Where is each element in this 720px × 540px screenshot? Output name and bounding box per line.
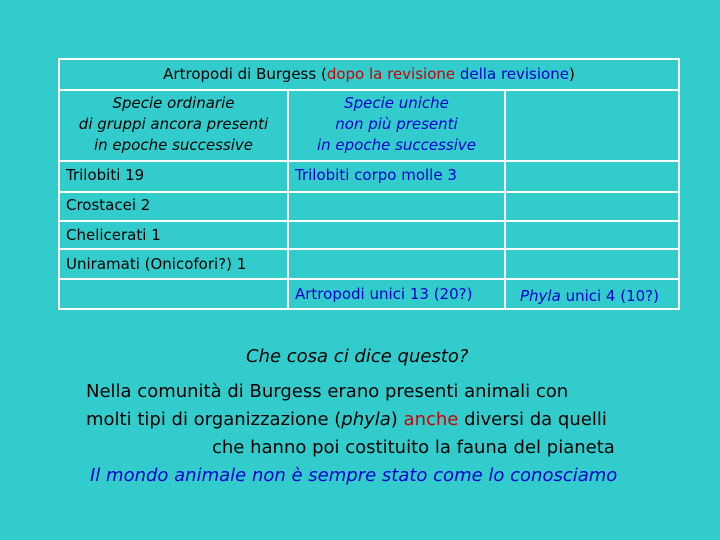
table-title: Artropodi di Burgess (dopo la revisione della revisione): [163, 65, 575, 83]
table-divider: [58, 278, 680, 280]
header-line: di gruppi ancora presenti: [78, 115, 269, 133]
question-heading: Che cosa ci dice questo?: [246, 346, 469, 367]
table-divider: [58, 248, 680, 250]
paragraph-line-3: che hanno poi costituito la fauna del pianeta: [212, 437, 615, 458]
table-divider: [58, 160, 680, 162]
cell-trilobiti-corpo-molle: Trilobiti corpo molle 3: [295, 166, 457, 184]
paragraph-line-1: Nella comunità di Burgess erano presenti animali con: [86, 381, 569, 402]
header-line: in epoche successive: [93, 136, 254, 154]
header-ordinary-species: [60, 93, 287, 156]
header-line: non più presenti: [335, 115, 458, 133]
header-line: Specie uniche: [344, 94, 449, 112]
table-divider: [58, 89, 680, 91]
cell-uniramati: Uniramati (Onicofori?) 1: [66, 255, 247, 273]
header-line: in epoche successive: [316, 136, 477, 154]
header-line: Specie ordinarie: [112, 94, 235, 112]
cell-artropodi-unici: Artropodi unici 13 (20?): [295, 285, 473, 303]
cell-chelicerati: Chelicerati 1: [66, 226, 161, 244]
header-unique-species: [289, 93, 504, 156]
cell-trilobiti: Trilobiti 19: [66, 166, 145, 184]
paragraph-line-2: molti tipi di organizzazione (phyla) anche diversi da quelli: [86, 409, 607, 430]
table-divider: [504, 91, 506, 310]
cell-crostacei: Crostacei 2: [66, 196, 151, 214]
table-divider: [58, 220, 680, 222]
table-divider: [58, 191, 680, 193]
cell-phyla-unici: Phyla unici 4 (10?): [520, 287, 659, 305]
paragraph-line-4: Il mondo animale non è sempre stato come lo conosciamo: [90, 465, 618, 486]
